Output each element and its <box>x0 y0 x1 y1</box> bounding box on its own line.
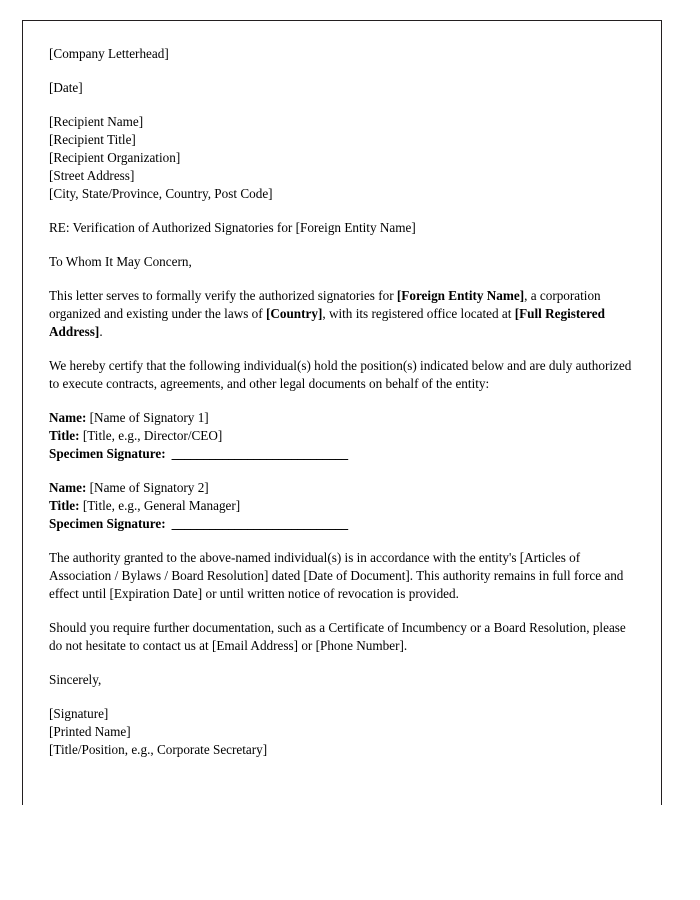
signatory-2-title-label: Title: <box>49 498 80 513</box>
signatory-2-name-row <box>49 479 635 497</box>
recipient-address-block <box>49 113 635 203</box>
signatory-1-title-label: Title: <box>49 428 80 443</box>
signatory-1-signature-line: ____________________________ <box>165 446 348 461</box>
signatory-2-title-value: [Title, e.g., General Manager] <box>79 498 241 513</box>
signature-placeholder: [Signature] <box>49 706 109 721</box>
subject-block <box>49 219 635 237</box>
signer-title-position: [Title/Position, e.g., Corporate Secretary] <box>49 742 268 757</box>
letter-content <box>49 45 635 759</box>
subject-line: RE: Verification of Authorized Signatories for [Foreign Entity Name] <box>49 220 416 235</box>
date-block <box>49 79 635 97</box>
certify-paragraph: We hereby certify that the following individual(s) hold the position(s) indicated below and are duly authorized to execute contracts, agreements, and other legal documents on behalf of the entity: <box>49 358 632 391</box>
signatory-2-signature-label: Specimen Signature: <box>49 516 166 531</box>
recipient-city-line: [City, State/Province, Country, Post Code] <box>49 186 273 201</box>
intro-text-2: , a corporation organized and existing under the laws of <box>49 288 601 321</box>
signatory-1-signature-label: Specimen Signature: <box>49 446 166 461</box>
signatory-2-name-value: [Name of Signatory 2] <box>86 480 209 495</box>
recipient-street-address: [Street Address] <box>49 168 135 183</box>
intro-text-1: This letter serves to formally verify the authorized signatories for <box>49 288 397 303</box>
signatory-1-title-value: [Title, e.g., Director/CEO] <box>79 428 223 443</box>
contact-paragraph: Should you require further documentation, such as a Certificate of Incumbency or a Board Resolution, please do not hesitate to contact us at [Email Address] or [Phone Number]. <box>49 620 626 653</box>
signatory-2-signature-line: ____________________________ <box>165 516 348 531</box>
signatory-1-title-row <box>49 427 635 445</box>
signatory-2-title-row <box>49 497 635 515</box>
intro-text-4: . <box>99 324 103 339</box>
letter-page <box>22 20 662 805</box>
signature-block <box>49 705 635 759</box>
intro-bold-country: [Country] <box>265 306 323 321</box>
company-letterhead-block <box>49 45 635 63</box>
signatory-2-signature-row <box>49 515 635 533</box>
signatory-1-name-value: [Name of Signatory 1] <box>86 410 209 425</box>
signatory-block-1 <box>49 409 635 463</box>
authority-paragraph: The authority granted to the above-named individual(s) is in accordance with the entity's [Articles of Association / Bylaws / Board Resolution] dated [Date of Document]. This authority remains in full force and effect until [Expiration Date] or until written notice of revocation is provided. <box>49 550 624 601</box>
closing-salutation: Sincerely, <box>49 672 102 687</box>
signatory-block-2 <box>49 479 635 533</box>
salutation-block <box>49 253 635 271</box>
closing-block <box>49 671 635 689</box>
company-letterhead: [Company Letterhead] <box>49 46 169 61</box>
intro-bold-entity-name: [Foreign Entity Name] <box>396 288 525 303</box>
salutation: To Whom It May Concern, <box>49 254 192 269</box>
recipient-organization: [Recipient Organization] <box>49 150 181 165</box>
letter-date: [Date] <box>49 80 83 95</box>
recipient-name: [Recipient Name] <box>49 114 144 129</box>
intro-bold-registered-address: [Full Registered Address] <box>49 306 605 339</box>
intro-paragraph <box>49 287 635 341</box>
recipient-title: [Recipient Title] <box>49 132 136 147</box>
signatory-1-name-label: Name: <box>49 410 87 425</box>
intro-text-3: , with its registered office located at <box>322 306 515 321</box>
printed-name: [Printed Name] <box>49 724 131 739</box>
signatory-2-name-label: Name: <box>49 480 87 495</box>
signatory-1-signature-row <box>49 445 635 463</box>
signatory-1-name-row <box>49 409 635 427</box>
